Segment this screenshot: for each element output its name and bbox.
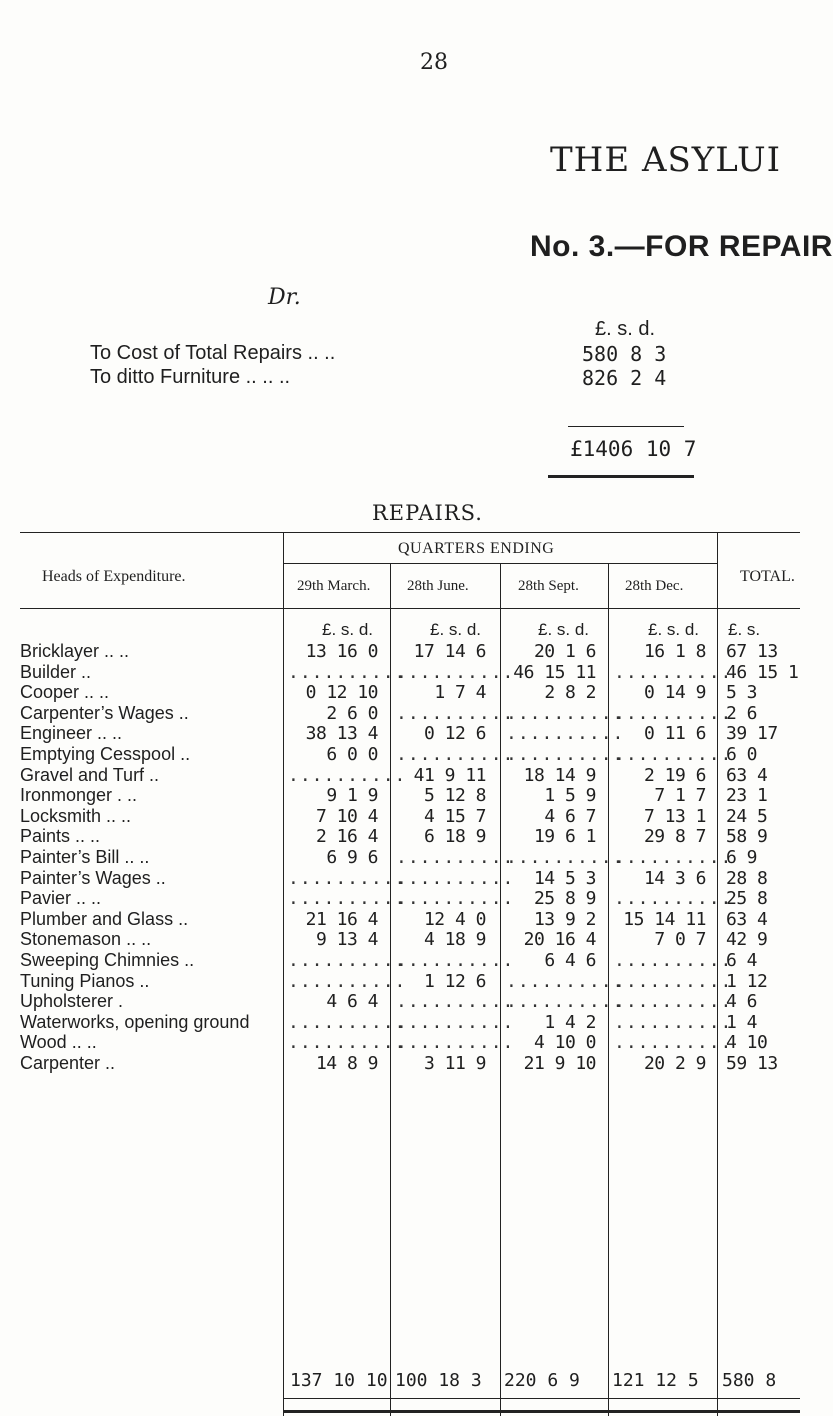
dot-leader: .......... bbox=[614, 950, 733, 971]
quarter-amount: 6 9 6 bbox=[326, 847, 378, 868]
dot-leader: .......... bbox=[288, 764, 407, 786]
summary-amount-furniture: 826 2 4 bbox=[582, 366, 667, 390]
row-total: 5 3 bbox=[726, 682, 758, 704]
quarter-total: 100 18 3 bbox=[395, 1370, 482, 1391]
row-total: 4 10 bbox=[726, 1032, 768, 1054]
quarter-total: 137 10 10 bbox=[290, 1370, 388, 1391]
totals-top-rule bbox=[283, 1398, 800, 1399]
expenditure-head: Carpenter .. bbox=[20, 1053, 116, 1073]
quarter-header-dec: 28th Dec. bbox=[625, 578, 684, 594]
dot-leader: .......... bbox=[506, 723, 625, 745]
quarter-amount: 1 12 6 bbox=[423, 970, 486, 992]
quarter-amount: 14 8 9 bbox=[315, 1053, 378, 1074]
quarter-amount: 20 16 4 bbox=[523, 929, 596, 951]
row-total: 25 8 bbox=[726, 888, 768, 910]
quarter-amount: 41 9 11 bbox=[413, 764, 486, 786]
quarter-total: 121 12 5 bbox=[612, 1370, 699, 1391]
summary-double-rule bbox=[548, 475, 694, 478]
quarter-amount: 21 9 10 bbox=[523, 1053, 596, 1074]
expenditure-head: Wood .. .. bbox=[20, 1032, 97, 1053]
quarter-amount: 15 14 11 bbox=[623, 908, 706, 930]
expenditure-head: Tuning Pianos .. bbox=[20, 970, 150, 991]
dot-leader: .......... bbox=[614, 970, 733, 992]
dot-leader: .......... bbox=[288, 867, 407, 889]
quarter-amount: 18 14 9 bbox=[523, 764, 596, 786]
expenditure-head: Pavier .. .. bbox=[20, 888, 102, 909]
dot-leader: .......... bbox=[614, 888, 733, 910]
dot-leader: .......... bbox=[288, 888, 407, 910]
quarter-header-sept: 28th Sept. bbox=[518, 578, 579, 594]
dot-leader: .......... bbox=[288, 1032, 407, 1054]
dot-leader: .......... bbox=[614, 847, 733, 868]
row-total: 24 5 bbox=[726, 805, 768, 827]
quarter-amount: 46 15 11 bbox=[513, 661, 596, 683]
expenditure-head: Painter’s Wages .. bbox=[20, 867, 166, 888]
expenditure-head: Paints .. .. bbox=[20, 826, 101, 847]
summary-line-furniture bbox=[90, 366, 290, 389]
quarter-amount: 2 16 4 bbox=[315, 826, 378, 848]
quarter-amount: 21 16 4 bbox=[305, 908, 378, 930]
dot-leader: .......... bbox=[396, 1032, 515, 1054]
dot-leader: .......... bbox=[506, 970, 625, 992]
dot-leader: .......... bbox=[396, 888, 515, 910]
section-subtitle: No. 3.—FOR REPAIR bbox=[530, 230, 833, 263]
expenditure-head: Waterworks, opening ground bbox=[20, 1011, 250, 1032]
dot-leader: .......... bbox=[506, 744, 625, 765]
expenditure-head: Builder .. bbox=[20, 661, 92, 682]
expenditure-head: Painter’s Bill .. .. bbox=[20, 847, 150, 867]
dot-leader: .......... bbox=[288, 1011, 407, 1033]
currency-subheader: £. s. d. bbox=[430, 620, 482, 639]
quarters-ending-header: QUARTERS ENDING bbox=[398, 540, 555, 557]
quarter-amount: 4 10 0 bbox=[533, 1032, 596, 1054]
dot-leader: .......... bbox=[614, 702, 733, 724]
quarter-amount: 2 19 6 bbox=[643, 764, 706, 786]
row-total: 6 9 bbox=[726, 847, 758, 868]
expenditure-head: Locksmith .. .. bbox=[20, 805, 132, 826]
quarter-amount: 20 1 6 bbox=[533, 641, 596, 662]
quarter-amount: 12 4 0 bbox=[423, 908, 486, 930]
summary-total: £1406 10 7 bbox=[570, 437, 697, 461]
quarter-amount: 4 6 4 bbox=[326, 991, 378, 1013]
quarter-amount: 7 0 7 bbox=[654, 929, 706, 951]
quarter-amount: 0 11 6 bbox=[643, 723, 706, 745]
expenditure-head: Bricklayer .. .. bbox=[20, 641, 130, 661]
quarter-amount: 17 14 6 bbox=[413, 641, 486, 662]
expenditure-head: Sweeping Chimnies .. bbox=[20, 950, 195, 970]
quarter-amount: 9 13 4 bbox=[315, 929, 378, 951]
column-divider bbox=[283, 532, 284, 1416]
quarter-amount: 0 12 6 bbox=[423, 723, 486, 745]
expenditure-head: Cooper .. .. bbox=[20, 682, 110, 703]
dot-leader: .......... bbox=[396, 744, 515, 765]
row-total: 1 12 bbox=[726, 970, 768, 992]
row-total: 59 13 bbox=[726, 1053, 778, 1074]
summary-label: To ditto Furniture .. .. .. bbox=[90, 366, 291, 388]
grand-total: 580 8 bbox=[722, 1370, 777, 1391]
quarter-amount: 14 5 3 bbox=[533, 867, 596, 889]
quarter-amount: 4 15 7 bbox=[423, 805, 486, 827]
dot-leader: .......... bbox=[506, 847, 625, 868]
quarter-amount: 20 2 9 bbox=[643, 1053, 706, 1074]
quarter-amount: 0 14 9 bbox=[643, 682, 706, 704]
page-number: 28 bbox=[420, 50, 448, 75]
quarter-amount: 2 8 2 bbox=[544, 682, 596, 704]
dot-leader: .......... bbox=[396, 847, 515, 868]
heads-of-expenditure-header: Heads of Expenditure. bbox=[42, 568, 186, 585]
currency-subheader: £. s. d. bbox=[538, 620, 590, 639]
summary-line-repairs bbox=[90, 342, 335, 365]
quarter-amount: 7 1 7 bbox=[654, 785, 706, 807]
debit-label: Dr. bbox=[268, 285, 301, 310]
expenditure-head: Engineer .. .. bbox=[20, 723, 123, 744]
dot-leader: .......... bbox=[396, 991, 515, 1013]
row-total: 42 9 bbox=[726, 929, 768, 951]
quarter-amount: 4 6 7 bbox=[544, 805, 596, 827]
expenditure-head: Carpenter’s Wages .. bbox=[20, 702, 189, 723]
dot-leader: .......... bbox=[614, 744, 733, 765]
row-total: 6 0 bbox=[726, 744, 758, 765]
table-top-rule bbox=[20, 532, 800, 533]
summary-amount-repairs: 580 8 3 bbox=[582, 342, 667, 366]
row-total: 28 8 bbox=[726, 867, 768, 889]
currency-subheader: £. s. d. bbox=[322, 620, 374, 639]
dot-leader: .......... bbox=[396, 867, 515, 889]
row-total: 39 17 bbox=[726, 723, 778, 745]
dot-leader: .......... bbox=[506, 991, 625, 1013]
row-total: 46 15 1 bbox=[726, 661, 799, 683]
quarter-amount: 1 7 4 bbox=[434, 682, 486, 704]
quarter-amount: 5 12 8 bbox=[423, 785, 486, 807]
quarter-amount: 38 13 4 bbox=[305, 723, 378, 745]
quarter-amount: 1 5 9 bbox=[544, 785, 596, 807]
dot-leader: .......... bbox=[396, 702, 515, 724]
row-total: 23 1 bbox=[726, 785, 768, 807]
dot-leader: .......... bbox=[614, 1011, 733, 1033]
expenditure-head: Gravel and Turf .. bbox=[20, 764, 160, 785]
expenditure-head: Stonemason .. .. bbox=[20, 929, 152, 950]
quarter-amount: 29 8 7 bbox=[643, 826, 706, 848]
quarter-amount: 9 1 9 bbox=[326, 785, 378, 807]
currency-subheader: £. s. bbox=[728, 620, 761, 639]
page-title: THE ASYLUI bbox=[550, 140, 782, 180]
dot-leader: .......... bbox=[288, 950, 407, 971]
row-total: 63 4 bbox=[726, 908, 768, 930]
quarter-amount: 2 6 0 bbox=[326, 702, 378, 724]
dot-leader: .......... bbox=[506, 702, 625, 724]
quarter-amount: 7 10 4 bbox=[315, 805, 378, 827]
quarter-amount: 13 16 0 bbox=[305, 641, 378, 662]
quarter-amount: 6 4 6 bbox=[544, 950, 596, 971]
summary-rule bbox=[568, 426, 684, 427]
row-total: 4 6 bbox=[726, 991, 758, 1013]
row-total: 6 4 bbox=[726, 950, 758, 971]
dot-leader: .......... bbox=[396, 950, 515, 971]
dot-leader: .......... bbox=[614, 661, 733, 683]
expenditure-head: Emptying Cesspool .. bbox=[20, 744, 191, 764]
dot-leader: .......... bbox=[396, 1011, 515, 1033]
quarter-amount: 6 0 0 bbox=[326, 744, 378, 765]
quarter-header-march: 29th March. bbox=[297, 578, 371, 594]
quarter-amount: 7 13 1 bbox=[643, 805, 706, 827]
summary-currency-header: £. s. d. bbox=[595, 318, 656, 340]
dot-leader: .......... bbox=[396, 661, 515, 683]
expenditure-head: Ironmonger . .. bbox=[20, 785, 138, 806]
quarter-total: 220 6 9 bbox=[504, 1370, 580, 1391]
row-total: 1 4 bbox=[726, 1011, 758, 1033]
header-bottom-rule bbox=[20, 608, 800, 609]
expenditure-head: Upholsterer . bbox=[20, 991, 124, 1012]
totals-bottom-rule bbox=[283, 1410, 800, 1413]
quarter-amount: 25 8 9 bbox=[533, 888, 596, 910]
row-total: 2 6 bbox=[726, 702, 758, 724]
row-total: 67 13 bbox=[726, 641, 778, 662]
quarter-amount: 19 6 1 bbox=[533, 826, 596, 848]
quarter-amount: 14 3 6 bbox=[643, 867, 706, 889]
quarter-amount: 6 18 9 bbox=[423, 826, 486, 848]
quarter-header-june: 28th June. bbox=[407, 578, 469, 594]
dot-leader: .......... bbox=[614, 991, 733, 1013]
quarter-amount: 16 1 8 bbox=[643, 641, 706, 662]
expenditure-head: Plumber and Glass .. bbox=[20, 908, 189, 929]
quarter-amount: 13 9 2 bbox=[533, 908, 596, 930]
dot-leader: .......... bbox=[288, 661, 407, 683]
quarter-amount: 1 4 2 bbox=[544, 1011, 596, 1033]
dot-leader: .......... bbox=[288, 970, 407, 992]
quarter-amount: 4 18 9 bbox=[423, 929, 486, 951]
row-total: 63 4 bbox=[726, 764, 768, 786]
column-divider bbox=[500, 563, 501, 1416]
summary-label: To Cost of Total Repairs .. .. bbox=[90, 342, 336, 364]
row-total: 58 9 bbox=[726, 826, 768, 848]
quarter-amount: 3 11 9 bbox=[423, 1053, 486, 1074]
quarter-amount: 0 12 10 bbox=[305, 682, 378, 704]
repairs-heading: REPAIRS. bbox=[372, 501, 483, 525]
dot-leader: .......... bbox=[614, 1032, 733, 1054]
currency-subheader: £. s. d. bbox=[648, 620, 700, 639]
total-header: TOTAL. bbox=[740, 568, 795, 585]
